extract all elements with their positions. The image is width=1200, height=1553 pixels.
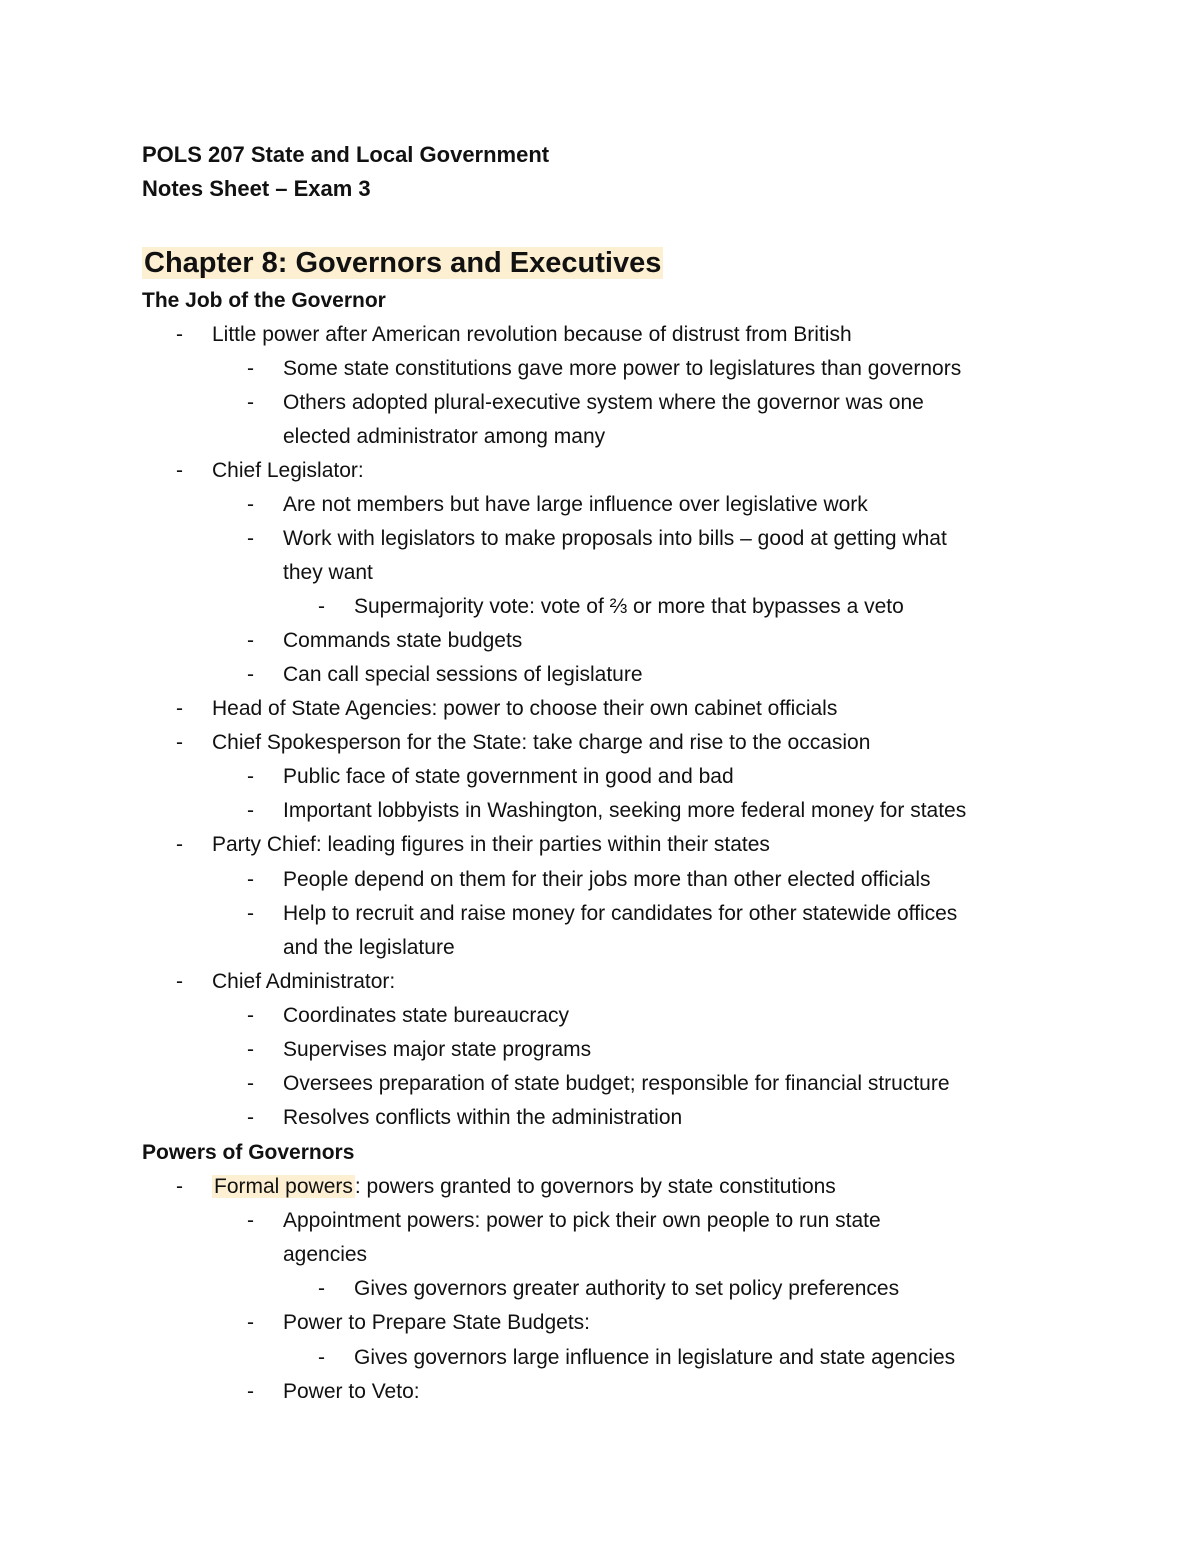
list-item xyxy=(176,828,770,862)
list-item-text: Head of State Agencies: power to choose their own cabinet officials xyxy=(212,697,838,720)
list-item xyxy=(247,1101,683,1135)
list-item-text: Important lobbyists in Washington, seeking more federal money for states xyxy=(283,799,967,822)
dash-marker: - xyxy=(176,1175,183,1198)
list-item-text: : powers granted to governors by state constitutions xyxy=(354,1175,836,1198)
list-item-continuation: and the legislature xyxy=(283,936,455,959)
list-item-text: Gives governors large influence in legislature and state agencies xyxy=(354,1346,956,1369)
list-item-text: Commands state budgets xyxy=(283,629,523,652)
dash-marker: - xyxy=(247,527,254,550)
dash-marker: - xyxy=(247,1209,254,1232)
list-item-text: Supermajority vote: vote of ⅔ or more that bypasses a veto xyxy=(354,595,904,618)
dash-marker: - xyxy=(176,970,183,993)
list-item-text: Power to Veto: xyxy=(283,1380,420,1403)
list-item-text: Can call special sessions of legislature xyxy=(283,663,643,686)
course-title: POLS 207 State and Local Government xyxy=(142,142,550,167)
list-item-text: Gives governors greater authority to set policy preferences xyxy=(354,1277,900,1300)
dash-marker: - xyxy=(247,493,254,516)
dash-marker: - xyxy=(247,765,254,788)
list-item-continuation: agencies xyxy=(283,1243,368,1266)
dash-marker: - xyxy=(247,1072,254,1095)
list-item-text: Party Chief: leading figures in their parties within their states xyxy=(212,833,770,856)
dash-marker: - xyxy=(247,663,254,686)
list-item xyxy=(176,318,852,352)
list-item xyxy=(176,1170,836,1204)
list-item xyxy=(176,965,396,999)
list-item-text: Some state constitutions gave more power to legislatures than governors xyxy=(283,357,962,380)
list-item xyxy=(247,863,931,897)
list-item xyxy=(247,999,569,1033)
list-item-text: Resolves conflicts within the administration xyxy=(283,1106,683,1129)
list-item xyxy=(247,1375,420,1409)
dash-marker: - xyxy=(247,868,254,891)
dash-marker: - xyxy=(247,1038,254,1061)
list-item-continuation: elected administrator among many xyxy=(283,425,606,448)
sheet-title: Notes Sheet – Exam 3 xyxy=(142,176,371,201)
dash-marker: - xyxy=(176,459,183,482)
list-item xyxy=(318,1272,900,1306)
list-item-text: Work with legislators to make proposals into bills – good at getting what xyxy=(283,527,947,550)
list-item-text: Supervises major state programs xyxy=(283,1038,592,1061)
dash-marker: - xyxy=(318,1277,325,1300)
dash-marker: - xyxy=(318,1346,325,1369)
list-item xyxy=(318,590,904,624)
list-item xyxy=(176,726,871,760)
dash-marker: - xyxy=(176,833,183,856)
highlighted-term: Formal powers xyxy=(214,1175,353,1198)
list-item xyxy=(247,897,958,931)
list-item xyxy=(247,1033,592,1067)
dash-marker: - xyxy=(247,902,254,925)
dash-marker: - xyxy=(176,697,183,720)
list-item-text: Appointment powers: power to pick their own people to run state xyxy=(283,1209,881,1232)
dash-marker: - xyxy=(247,357,254,380)
list-item-text: Public face of state government in good and bad xyxy=(283,765,734,788)
section-heading-powers: Powers of Governors xyxy=(142,1141,355,1164)
list-item-text: Power to Prepare State Budgets: xyxy=(283,1311,591,1334)
list-item xyxy=(247,522,947,556)
list-item xyxy=(318,1341,956,1375)
list-item xyxy=(247,1306,591,1340)
list-item xyxy=(247,352,962,386)
dash-marker: - xyxy=(176,731,183,754)
list-item xyxy=(247,1204,881,1238)
list-item-text: Oversees preparation of state budget; responsible for financial structure xyxy=(283,1072,950,1095)
dash-marker: - xyxy=(247,1004,254,1027)
dash-marker: - xyxy=(318,595,325,618)
list-item xyxy=(176,692,838,726)
list-item-text: People depend on them for their jobs more than other elected officials xyxy=(283,868,931,891)
list-item-text: Chief Legislator: xyxy=(212,459,364,482)
dash-marker: - xyxy=(247,1106,254,1129)
list-item-text: Chief Spokesperson for the State: take charge and rise to the occasion xyxy=(212,731,871,754)
list-item-text: Help to recruit and raise money for candidates for other statewide offices xyxy=(283,902,958,925)
list-item xyxy=(247,386,924,420)
list-item-continuation: they want xyxy=(283,561,373,584)
list-item xyxy=(247,488,868,522)
list-item-text: Are not members but have large influence over legislative work xyxy=(283,493,868,516)
dash-marker: - xyxy=(247,799,254,822)
list-item xyxy=(247,624,523,658)
list-item xyxy=(247,794,967,828)
list-item xyxy=(176,454,364,488)
dash-marker: - xyxy=(176,323,183,346)
list-item-text: Coordinates state bureaucracy xyxy=(283,1004,569,1027)
list-item xyxy=(247,760,734,794)
list-item xyxy=(247,1067,950,1101)
chapter-heading xyxy=(142,243,663,283)
list-item xyxy=(247,658,643,692)
chapter-heading-text: Chapter 8: Governors and Executives xyxy=(144,247,662,279)
dash-marker: - xyxy=(247,391,254,414)
dash-marker: - xyxy=(247,629,254,652)
list-item-text: Chief Administrator: xyxy=(212,970,396,993)
list-item-text: Little power after American revolution because of distrust from British xyxy=(212,323,852,346)
list-item-text: Others adopted plural-executive system where the governor was one xyxy=(283,391,924,414)
dash-marker: - xyxy=(247,1380,254,1403)
section-heading-job: The Job of the Governor xyxy=(142,289,386,312)
dash-marker: - xyxy=(247,1311,254,1334)
